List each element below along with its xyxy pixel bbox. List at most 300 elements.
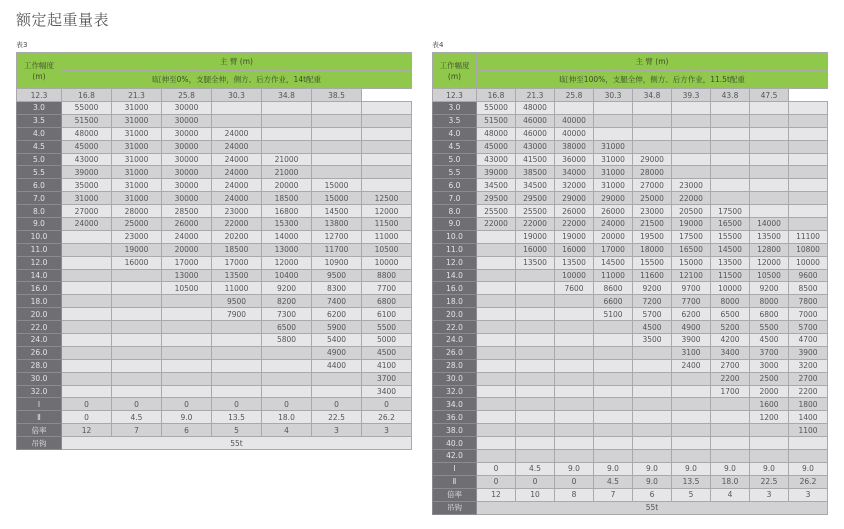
load-cell: [262, 385, 312, 398]
load-cell: [477, 321, 516, 334]
radius-label: 9.0: [17, 218, 62, 231]
table-row: [17, 179, 412, 192]
load-cell: 9200: [633, 282, 672, 295]
load-cell: 8300: [312, 282, 362, 295]
load-cell: 4500: [750, 334, 789, 347]
load-cell: [789, 153, 828, 166]
load-cell: [262, 359, 312, 372]
load-cell: 19500: [633, 230, 672, 243]
load-cell: 20000: [162, 243, 212, 256]
radius-label: 32.0: [433, 385, 477, 398]
radius-label: 6.0: [17, 179, 62, 192]
load-cell: 24000: [212, 192, 262, 205]
load-cell: [162, 359, 212, 372]
boom-length-header: 12.3: [17, 89, 62, 102]
load-cell: [672, 450, 711, 463]
load-cell: 22000: [477, 218, 516, 231]
load-table-3: [16, 52, 412, 450]
load-cell: [477, 450, 516, 463]
load-cell: 2200: [789, 385, 828, 398]
radius-label: Ⅰ: [433, 462, 477, 475]
load-cell: [312, 127, 362, 140]
load-cell: 11000: [594, 269, 633, 282]
load-cell: 7300: [262, 308, 312, 321]
load-cell: 8500: [789, 282, 828, 295]
load-cell: 43000: [516, 140, 555, 153]
load-cell: [62, 346, 112, 359]
load-cell: [477, 411, 516, 424]
load-cell: 0: [516, 475, 555, 488]
table-4-label: 表4: [432, 41, 444, 49]
load-cell: 24000: [62, 218, 112, 231]
load-cell: 7900: [212, 308, 262, 321]
load-cell: [162, 372, 212, 385]
load-cell: 6: [633, 488, 672, 501]
load-cell: [212, 114, 262, 127]
table-row: [17, 269, 412, 282]
load-cell: 32000: [555, 179, 594, 192]
load-cell: 14500: [594, 256, 633, 269]
radius-label: 7.0: [433, 192, 477, 205]
load-cell: [672, 385, 711, 398]
load-cell: 19000: [555, 230, 594, 243]
load-cell: 18.0: [262, 411, 312, 424]
load-cell: [594, 114, 633, 127]
hook-label: 吊钩: [17, 437, 62, 450]
load-cell: 31000: [594, 153, 633, 166]
load-cell: [212, 372, 262, 385]
load-cell: 18500: [262, 192, 312, 205]
radius-label: 8.0: [433, 205, 477, 218]
load-cell: 25000: [633, 192, 672, 205]
table-row: [433, 321, 828, 334]
load-cell: [633, 140, 672, 153]
load-cell: [594, 424, 633, 437]
load-cell: [672, 372, 711, 385]
radius-label: 22.0: [433, 321, 477, 334]
boom-length-header: 47.5: [750, 89, 789, 102]
load-cell: 45000: [477, 140, 516, 153]
table-row: [433, 437, 828, 450]
main-boom-header: 主 臂 (m): [477, 53, 828, 71]
load-cell: [516, 411, 555, 424]
radius-label: 34.0: [433, 398, 477, 411]
load-cell: 20500: [672, 205, 711, 218]
load-cell: [672, 140, 711, 153]
table-row: [17, 256, 412, 269]
load-cell: [516, 359, 555, 372]
boom-length-header: 25.8: [555, 89, 594, 102]
load-cell: 10000: [555, 269, 594, 282]
load-cell: [711, 127, 750, 140]
load-cell: 4500: [633, 321, 672, 334]
load-cell: 4: [262, 424, 312, 437]
load-cell: 15500: [711, 230, 750, 243]
load-cell: [62, 359, 112, 372]
load-cell: [672, 102, 711, 115]
load-cell: 8800: [362, 269, 412, 282]
load-cell: 7200: [633, 295, 672, 308]
load-cell: [312, 166, 362, 179]
load-cell: 4.5: [112, 411, 162, 424]
load-cell: 28500: [162, 205, 212, 218]
radius-label: 4.0: [17, 127, 62, 140]
load-cell: 22000: [555, 218, 594, 231]
load-cell: 11700: [312, 243, 362, 256]
table-row: [433, 218, 828, 231]
load-cell: 9.0: [789, 462, 828, 475]
radius-label: 40.0: [433, 437, 477, 450]
load-cell: [750, 450, 789, 463]
load-cell: [555, 102, 594, 115]
load-cell: 13800: [312, 218, 362, 231]
load-cell: [62, 295, 112, 308]
load-cell: [516, 437, 555, 450]
table-row: [433, 411, 828, 424]
load-cell: 31000: [112, 114, 162, 127]
load-cell: 6600: [594, 295, 633, 308]
load-cell: [555, 437, 594, 450]
load-cell: 39000: [477, 166, 516, 179]
radius-label: 18.0: [433, 295, 477, 308]
load-cell: 15000: [312, 192, 362, 205]
load-cell: 22.5: [312, 411, 362, 424]
radius-label: 28.0: [433, 359, 477, 372]
load-cell: [672, 398, 711, 411]
load-cell: [555, 424, 594, 437]
load-cell: 38500: [516, 166, 555, 179]
load-cell: 29000: [633, 153, 672, 166]
load-cell: 2700: [711, 359, 750, 372]
load-cell: [212, 359, 262, 372]
load-cell: 8000: [711, 295, 750, 308]
load-cell: 38000: [555, 140, 594, 153]
radius-label: 36.0: [433, 411, 477, 424]
radius-label: 3.0: [433, 102, 477, 115]
load-cell: 22000: [516, 218, 555, 231]
load-cell: [477, 334, 516, 347]
load-cell: 13500: [711, 256, 750, 269]
hook-value: 55t: [62, 437, 412, 450]
table-row: [17, 230, 412, 243]
load-cell: [711, 179, 750, 192]
load-cell: 8000: [750, 295, 789, 308]
table-row: [433, 256, 828, 269]
load-cell: [555, 295, 594, 308]
load-cell: [312, 114, 362, 127]
load-cell: 9500: [212, 295, 262, 308]
load-cell: [672, 153, 711, 166]
load-cell: 14000: [750, 218, 789, 231]
hook-row: [17, 437, 412, 450]
load-cell: [312, 385, 362, 398]
load-cell: [516, 398, 555, 411]
load-cell: 14500: [711, 243, 750, 256]
table-row: [433, 205, 828, 218]
load-cell: [594, 450, 633, 463]
load-cell: 18500: [212, 243, 262, 256]
load-cell: [633, 411, 672, 424]
load-cell: 31000: [112, 102, 162, 115]
load-cell: 10500: [750, 269, 789, 282]
table-row: [433, 372, 828, 385]
radius-label: 26.0: [433, 346, 477, 359]
load-cell: [162, 346, 212, 359]
load-cell: [750, 140, 789, 153]
load-cell: [62, 334, 112, 347]
load-cell: [594, 437, 633, 450]
load-cell: 4700: [789, 334, 828, 347]
hook-value: 55t: [477, 501, 828, 514]
load-cell: 22000: [212, 218, 262, 231]
load-cell: 12000: [750, 256, 789, 269]
radius-label: 9.0: [433, 218, 477, 231]
load-cell: 34500: [516, 179, 555, 192]
corner-unit: (m): [32, 71, 46, 81]
load-cell: 31000: [112, 140, 162, 153]
load-cell: 3700: [362, 372, 412, 385]
load-cell: 7600: [555, 282, 594, 295]
load-cell: [555, 372, 594, 385]
load-cell: 9.0: [162, 411, 212, 424]
boom-length-header: 12.3: [433, 89, 477, 102]
load-cell: 5200: [711, 321, 750, 334]
load-cell: [750, 437, 789, 450]
load-cell: 21000: [262, 166, 312, 179]
radius-label: 10.0: [17, 230, 62, 243]
load-cell: [594, 127, 633, 140]
load-cell: 0: [262, 398, 312, 411]
boom-length-header: 39.3: [672, 89, 711, 102]
load-cell: 2500: [750, 372, 789, 385]
load-cell: [62, 282, 112, 295]
table-row: [17, 372, 412, 385]
load-cell: [633, 450, 672, 463]
load-cell: 26.2: [789, 475, 828, 488]
load-cell: 19000: [112, 243, 162, 256]
load-cell: 3100: [672, 346, 711, 359]
load-cell: [750, 424, 789, 437]
corner-header: [433, 53, 477, 89]
radius-label: 11.0: [17, 243, 62, 256]
load-cell: 30000: [162, 127, 212, 140]
load-cell: 9.0: [633, 462, 672, 475]
load-cell: [477, 346, 516, 359]
table-row: [433, 475, 828, 488]
load-cell: [750, 166, 789, 179]
table-row: [17, 153, 412, 166]
load-cell: 5500: [750, 321, 789, 334]
load-cell: 26000: [162, 218, 212, 231]
load-cell: 34500: [477, 179, 516, 192]
load-cell: [162, 308, 212, 321]
load-cell: [212, 385, 262, 398]
table-row: [433, 282, 828, 295]
load-cell: 27000: [62, 205, 112, 218]
load-cell: [633, 385, 672, 398]
load-cell: 6800: [750, 308, 789, 321]
boom-length-header: 43.8: [711, 89, 750, 102]
load-cell: 16500: [711, 218, 750, 231]
load-cell: 17500: [672, 230, 711, 243]
load-cell: 7800: [789, 295, 828, 308]
load-cell: [633, 437, 672, 450]
table-row: [433, 114, 828, 127]
load-cell: [477, 385, 516, 398]
table-3-label: 表3: [16, 41, 28, 49]
load-cell: 19000: [672, 218, 711, 231]
load-cell: 29000: [594, 192, 633, 205]
load-cell: 3900: [672, 334, 711, 347]
load-cell: [516, 295, 555, 308]
load-cell: 7700: [362, 282, 412, 295]
load-cell: [312, 140, 362, 153]
boom-length-header-row: [433, 89, 828, 102]
load-cell: 10: [516, 488, 555, 501]
load-cell: 28000: [633, 166, 672, 179]
table-row: [17, 282, 412, 295]
table-row: [17, 102, 412, 115]
load-cell: 5800: [262, 334, 312, 347]
table-row: [433, 359, 828, 372]
load-cell: [594, 359, 633, 372]
load-cell: 10400: [262, 269, 312, 282]
radius-label: 20.0: [17, 308, 62, 321]
load-cell: 9.0: [555, 462, 594, 475]
load-cell: 23000: [633, 205, 672, 218]
load-cell: 11000: [212, 282, 262, 295]
load-cell: 11500: [362, 218, 412, 231]
load-cell: 11000: [362, 230, 412, 243]
load-cell: 5900: [312, 321, 362, 334]
load-cell: 24000: [212, 179, 262, 192]
load-cell: 20000: [262, 179, 312, 192]
load-cell: [516, 346, 555, 359]
radius-label: 26.0: [17, 346, 62, 359]
table-row: [17, 295, 412, 308]
load-cell: 0: [162, 398, 212, 411]
load-cell: 31000: [594, 179, 633, 192]
radius-label: 6.0: [433, 179, 477, 192]
boom-length-header: 30.3: [212, 89, 262, 102]
load-cell: 1800: [789, 398, 828, 411]
radius-label: Ⅱ: [433, 475, 477, 488]
load-cell: 9.0: [594, 462, 633, 475]
load-cell: 24000: [594, 218, 633, 231]
load-cell: 34000: [555, 166, 594, 179]
radius-label: 42.0: [433, 450, 477, 463]
load-cell: [789, 218, 828, 231]
radius-label: 28.0: [17, 359, 62, 372]
table-row: [17, 359, 412, 372]
load-cell: 10000: [789, 256, 828, 269]
load-cell: [711, 114, 750, 127]
load-cell: 4: [711, 488, 750, 501]
load-cell: 12800: [750, 243, 789, 256]
load-cell: 0: [362, 398, 412, 411]
load-cell: 3200: [789, 359, 828, 372]
load-cell: 7: [112, 424, 162, 437]
load-cell: 6800: [362, 295, 412, 308]
load-cell: 18.0: [711, 475, 750, 488]
load-cell: [633, 372, 672, 385]
load-cell: [711, 411, 750, 424]
load-cell: 25000: [112, 218, 162, 231]
radius-label: 30.0: [433, 372, 477, 385]
load-cell: [633, 398, 672, 411]
load-cell: 20000: [594, 230, 633, 243]
table-row: [17, 192, 412, 205]
radius-label: 30.0: [17, 372, 62, 385]
load-cell: 51500: [62, 114, 112, 127]
load-cell: [262, 127, 312, 140]
boom-length-header: 34.8: [262, 89, 312, 102]
load-cell: [594, 372, 633, 385]
radius-label: 14.0: [17, 269, 62, 282]
boom-length-header: 38.5: [312, 89, 362, 102]
load-cell: 6100: [362, 308, 412, 321]
radius-label: Ⅱ: [17, 411, 62, 424]
load-cell: [789, 205, 828, 218]
condition-header: Ⅰ缸伸至100%，支腿全伸，侧方、后方作业，11.5t配重: [477, 71, 828, 89]
load-cell: 13000: [162, 269, 212, 282]
load-cell: [555, 398, 594, 411]
load-cell: 9200: [262, 282, 312, 295]
load-cell: 3500: [633, 334, 672, 347]
load-cell: 8200: [262, 295, 312, 308]
load-cell: 13500: [750, 230, 789, 243]
load-cell: 12100: [672, 269, 711, 282]
load-cell: 23000: [112, 230, 162, 243]
load-cell: [362, 102, 412, 115]
load-cell: [750, 153, 789, 166]
load-cell: 3: [750, 488, 789, 501]
load-cell: [477, 282, 516, 295]
load-cell: [672, 411, 711, 424]
load-cell: 10500: [362, 243, 412, 256]
radius-label: 3.5: [17, 114, 62, 127]
load-cell: [477, 359, 516, 372]
load-cell: [672, 166, 711, 179]
load-cell: 5100: [594, 308, 633, 321]
load-cell: [672, 437, 711, 450]
load-cell: 11600: [633, 269, 672, 282]
load-cell: 13.5: [212, 411, 262, 424]
load-cell: [789, 140, 828, 153]
load-cell: 55000: [62, 102, 112, 115]
load-cell: 31000: [112, 179, 162, 192]
load-cell: 7700: [672, 295, 711, 308]
load-cell: 2700: [789, 372, 828, 385]
load-cell: [594, 321, 633, 334]
load-cell: 6: [162, 424, 212, 437]
load-cell: [262, 140, 312, 153]
radius-label: 3.5: [433, 114, 477, 127]
load-cell: 30000: [162, 179, 212, 192]
load-cell: 39000: [62, 166, 112, 179]
load-cell: 30000: [162, 114, 212, 127]
load-cell: 27000: [633, 179, 672, 192]
load-cell: 3700: [750, 346, 789, 359]
hook-row: [433, 501, 828, 514]
load-cell: [711, 102, 750, 115]
load-cell: [477, 308, 516, 321]
load-cell: [62, 269, 112, 282]
load-cell: 12: [62, 424, 112, 437]
load-cell: 10800: [789, 243, 828, 256]
load-cell: [789, 114, 828, 127]
load-cell: [750, 102, 789, 115]
